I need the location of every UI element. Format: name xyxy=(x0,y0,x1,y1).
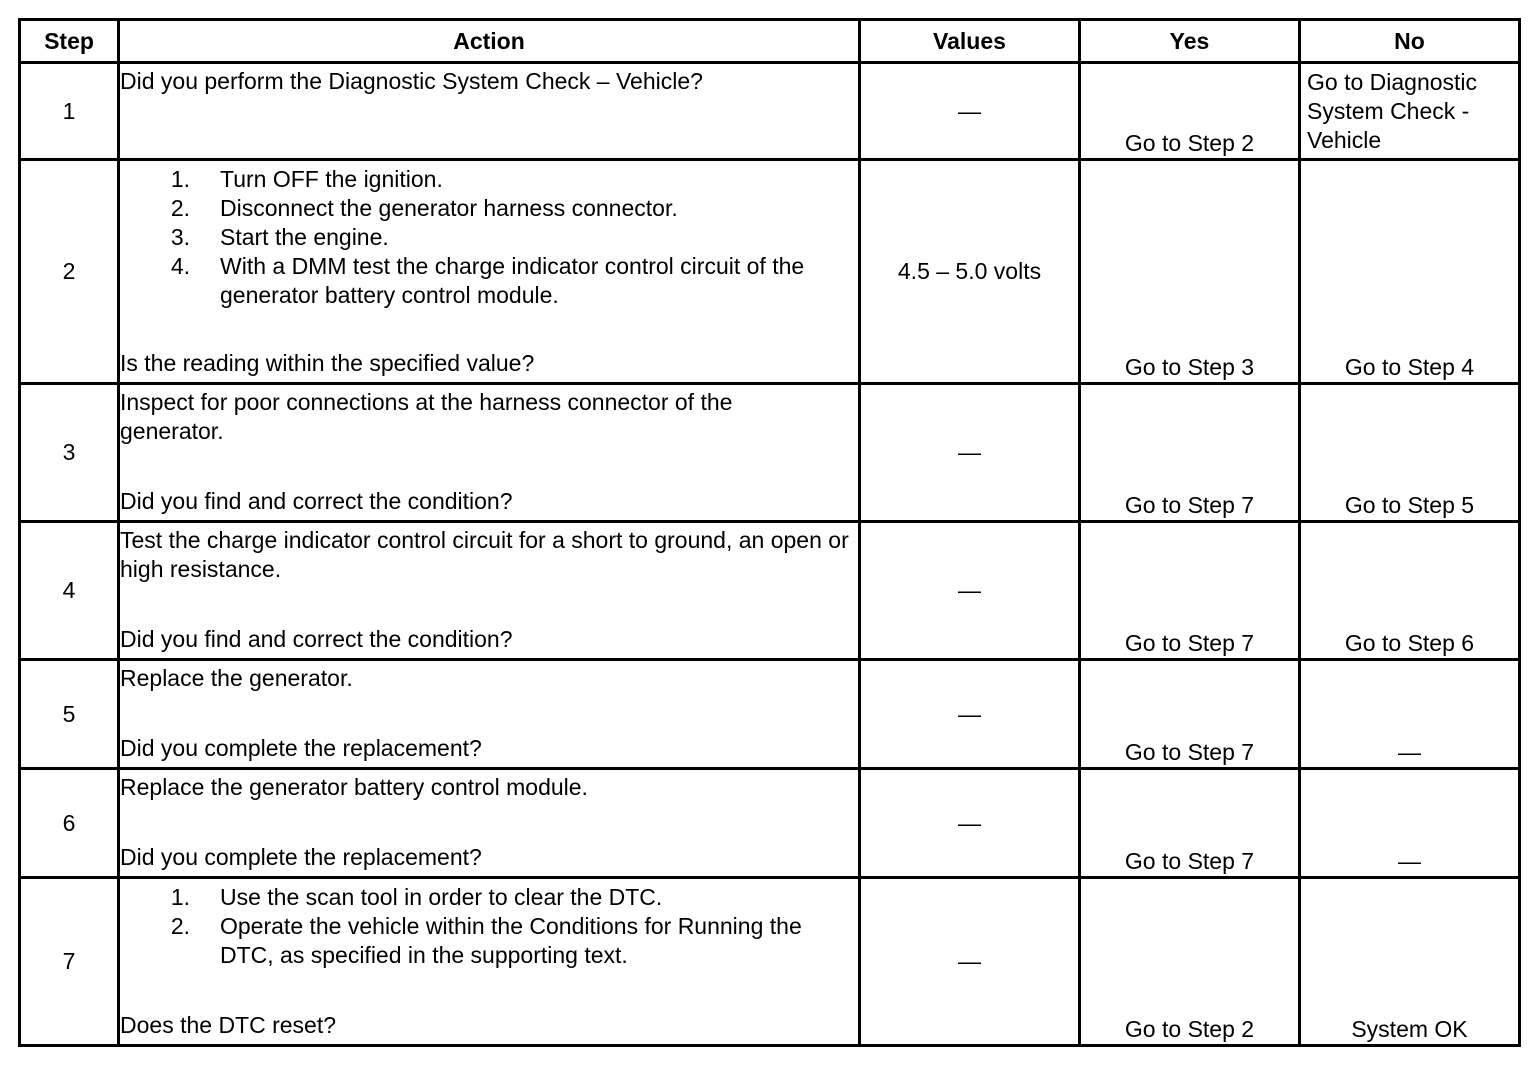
list-item: 3. Start the engine. xyxy=(170,224,389,250)
action-text: Replace the generator. xyxy=(120,665,353,691)
yes-cell: Go to Step 7 xyxy=(1080,384,1300,522)
table-row xyxy=(20,522,1520,660)
yes-cell: Go to Step 7 xyxy=(1080,660,1300,769)
action-text: Did you perform the Diagnostic System Check – Vehicle? xyxy=(120,68,703,94)
header-no: No xyxy=(1300,20,1520,63)
header-step: Step xyxy=(20,20,119,63)
action-cell xyxy=(119,660,860,769)
no-cell: Go to Step 4 xyxy=(1300,160,1520,384)
value-cell: — xyxy=(860,384,1080,522)
value-cell: 4.5 – 5.0 volts xyxy=(860,160,1080,384)
no-text: Go to Diagnostic System Check - Vehicle xyxy=(1307,69,1478,153)
yes-cell: Go to Step 2 xyxy=(1080,63,1300,160)
step-number: 7 xyxy=(20,878,119,1046)
yes-cell: Go to Step 2 xyxy=(1080,878,1300,1046)
yes-cell: Go to Step 7 xyxy=(1080,522,1300,660)
no-cell: Go to Step 5 xyxy=(1300,384,1520,522)
header-row xyxy=(20,20,1520,63)
action-cell xyxy=(119,878,860,1046)
action-question: Is the reading within the specified value? xyxy=(120,350,535,376)
action-text: Replace the generator battery control module. xyxy=(120,774,588,800)
list-item: 1. Turn OFF the ignition. xyxy=(170,166,443,192)
step-number: 2 xyxy=(20,160,119,384)
step-number: 5 xyxy=(20,660,119,769)
action-cell xyxy=(119,384,860,522)
table-row xyxy=(20,660,1520,769)
value-cell: — xyxy=(860,769,1080,878)
step-number: 3 xyxy=(20,384,119,522)
step-number: 4 xyxy=(20,522,119,660)
action-cell xyxy=(119,522,860,660)
no-cell: — xyxy=(1300,769,1520,878)
action-text: Test the charge indicator control circuit for a short to ground, an open or high resistance. xyxy=(120,527,849,582)
yes-cell: Go to Step 3 xyxy=(1080,160,1300,384)
table-row xyxy=(20,160,1520,384)
step-number: 1 xyxy=(20,63,119,160)
list-item: 4. With a DMM test the charge indicator control circuit of the generator battery control module. xyxy=(170,253,805,308)
header-values: Values xyxy=(860,20,1080,63)
action-cell xyxy=(119,769,860,878)
table-row xyxy=(20,878,1520,1046)
table-row xyxy=(20,384,1520,522)
action-text: Inspect for poor connections at the harness connector of the generator. xyxy=(120,389,733,444)
action-cell xyxy=(119,63,860,160)
table-row xyxy=(20,63,1520,160)
list-item: 2. Disconnect the generator harness connector. xyxy=(170,195,678,221)
action-question: Did you complete the replacement? xyxy=(120,844,482,870)
no-cell: Go to Step 6 xyxy=(1300,522,1520,660)
action-question: Does the DTC reset? xyxy=(120,1012,337,1038)
no-cell: System OK xyxy=(1300,878,1520,1046)
value-cell: — xyxy=(860,63,1080,160)
step-number: 6 xyxy=(20,769,119,878)
diagnostic-table xyxy=(18,18,1521,1047)
list-item: 2. Operate the vehicle within the Conditions for Running the DTC, as specified in the supporting text. xyxy=(170,913,802,968)
no-cell: — xyxy=(1300,660,1520,769)
header-action: Action xyxy=(119,20,860,63)
yes-cell: Go to Step 7 xyxy=(1080,769,1300,878)
header-yes: Yes xyxy=(1080,20,1300,63)
value-cell: — xyxy=(860,660,1080,769)
value-cell: — xyxy=(860,878,1080,1046)
action-question: Did you find and correct the condition? xyxy=(120,488,513,514)
action-list xyxy=(120,883,858,970)
action-list xyxy=(120,165,858,310)
table-row xyxy=(20,769,1520,878)
action-question: Did you complete the replacement? xyxy=(120,735,482,761)
list-item: 1. Use the scan tool in order to clear the DTC. xyxy=(170,884,663,910)
no-cell xyxy=(1300,63,1520,160)
action-question: Did you find and correct the condition? xyxy=(120,626,513,652)
value-cell: — xyxy=(860,522,1080,660)
action-cell xyxy=(119,160,860,384)
